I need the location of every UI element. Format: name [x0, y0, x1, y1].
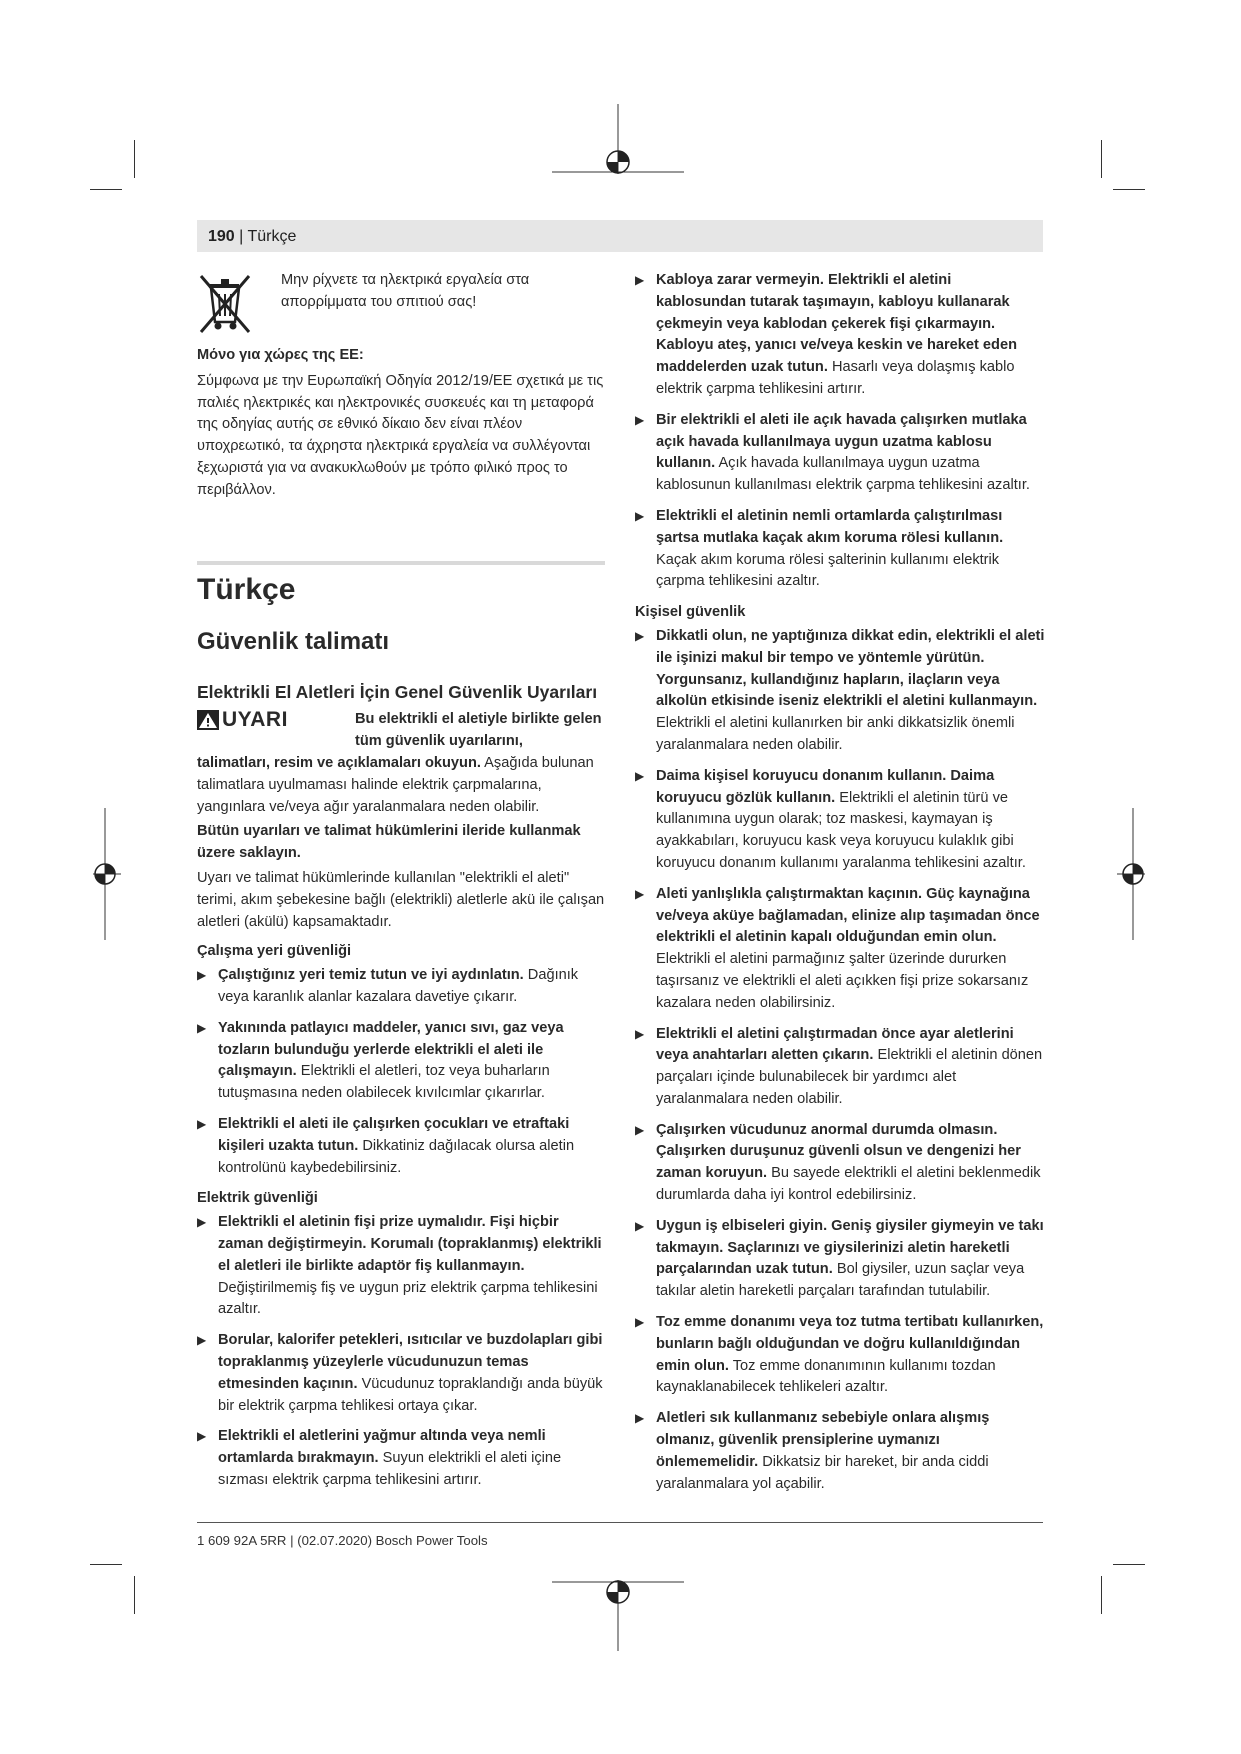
warning-lead: Bu elektrikli el aletiyle birlikte gelen tüm güvenlik uyarılarını, [355, 711, 602, 749]
list-item [635, 506, 1045, 593]
item-text: Elektrikli el aletleri, toz veya buharların tutuşmasına neden olabilecek kıvılcımlar çıkarırlar. [218, 1063, 550, 1102]
bullet-arrow-icon: ▶ [635, 628, 645, 643]
bullet-arrow-icon: ▶ [197, 1429, 207, 1444]
language-title: Türkçe [197, 573, 296, 606]
crop-mark [1113, 1564, 1145, 1565]
electrical-title: Elektrik güvenliği [197, 1190, 318, 1207]
registration-mark-icon [552, 1557, 684, 1651]
list-item [635, 1408, 1045, 1495]
keep-instructions: Bütün uyarıları ve talimat hükümlerini ileride kullanmak üzere saklayın. [197, 823, 581, 862]
item-text: Vücudunuz topraklandığı anda büyük bir elektrik çarpma tehlikesi ortaya çıkar. [218, 1375, 603, 1414]
list-item [197, 1114, 605, 1179]
header-separator: | [239, 228, 244, 245]
item-bold: Elektrikli el aletinin nemli ortamlarda çalıştırılması şartsa mutlaka kaçak akım koruma rölesi kullanın. [656, 507, 1004, 546]
item-bold: Aletleri sık kullanmanız sebebiyle onlara alışmış olmanız, güvenlik prensiplerine uymanızı önlememelidir. [656, 1410, 990, 1470]
section-divider [197, 561, 605, 565]
item-text: Bu sayede elektrikli el aletini beklenmedik durumlarda daha iyi kontrol edebilirsiniz. [656, 1165, 1041, 1204]
registration-mark-icon [552, 104, 684, 198]
personal-title: Kişisel güvenlik [635, 604, 746, 621]
item-bold: Bir elektrikli el aleti ile açık havada çalışırken mutlaka açık havada kullanılmaya uygun uzatma kablosu kullanın. [656, 411, 1027, 472]
eu-disposal-notice [197, 345, 605, 502]
page-header [208, 228, 296, 246]
bullet-arrow-icon: ▶ [197, 1020, 207, 1035]
item-bold: Yakınında patlayıcı maddeler, yanıcı sıvı, gaz veya tozların bulunduğu yerlerde elektrikli el aleti ile çalışmayın. [218, 1019, 564, 1080]
page-number: 190 [208, 228, 235, 245]
bullet-arrow-icon: ▶ [197, 1116, 207, 1131]
item-text: Kaçak akım koruma rölesi şalterinin kullanımı elektrik çarpma tehlikesini azaltır. [656, 551, 1000, 590]
bullet-arrow-icon: ▶ [635, 273, 645, 287]
list-item [635, 410, 1045, 497]
registration-mark-icon [93, 808, 121, 940]
work-area-title: Çalışma yeri güvenliği [197, 943, 352, 960]
item-bold: Elektrikli el aletlerini yağmur altında veya nemli ortamlarda bırakmayın. [218, 1428, 546, 1467]
general-warnings-title: Elektrikli El Aletleri İçin Genel Güvenlik Uyarıları [197, 682, 598, 702]
item-text: Hasarlı veya dolaşmış kablo elektrik çarpma tehlikesini artırır. [656, 359, 1015, 397]
crop-mark [90, 1564, 122, 1565]
bullet-arrow-icon: ▶ [635, 1026, 645, 1041]
list-item [197, 1212, 605, 1321]
page-header-bar [197, 220, 1043, 252]
crop-mark [1113, 189, 1145, 190]
bullet-arrow-icon: ▶ [197, 1215, 207, 1230]
right-column [635, 270, 1045, 1504]
warning-bold-cont: talimatları, resim ve açıklamaları okuyun. [197, 755, 481, 771]
crop-mark [134, 140, 135, 178]
item-text: Değiştirilmemiş fiş ve uygun priz elektrik çarpma tehlikesini azaltır. [218, 1279, 598, 1318]
list-item [635, 1312, 1045, 1399]
header-section: Türkçe [247, 228, 297, 245]
item-bold: Dikkatli olun, ne yaptığınıza dikkat edin, elektrikli el aleti ile işinizi makul bir tempo ve yöntemle yürütün. Yorgunsanız, kullandığınız hapların, ilaçların veya alkolün etkisinde iseniz elektrikli el aletini kullanmayın. [656, 627, 1045, 710]
bullet-arrow-icon: ▶ [197, 968, 207, 983]
bullet-arrow-icon: ▶ [635, 1122, 645, 1137]
crop-mark [1101, 1576, 1102, 1614]
warning-triangle-icon [197, 710, 219, 730]
list-item [635, 1216, 1045, 1303]
list-item [197, 1330, 605, 1417]
item-text: Elektrikli el aletini kullanırken bir anki dikkatsizlik önemli yaralanmalara neden olabilir. [656, 715, 1015, 753]
eu-heading: Μόνο για χώρες της ΕΕ: [197, 347, 364, 363]
item-text: Elektrikli el aletinin türü ve kullanımına uygun olarak; toz maskesi, kaymayan iş ayakkabıları, koruyucu kask veya koruyucu kulaklık gibi koruyucu donanım kullanımı yaralanma tehlikesini azaltır. [656, 789, 1026, 871]
bullet-arrow-icon: ▶ [635, 412, 645, 427]
item-bold: Elektrikli el aleti ile çalışırken çocukları ve etraftaki kişileri uzakta tutun. [218, 1115, 570, 1154]
page-footer: 1 609 92A 5RR | (02.07.2020) Bosch Power Tools [197, 1533, 488, 1548]
item-bold: Elektrikli el aletinin fişi prize uymalıdır. Fişi hiçbir zaman değiştirmeyin. Korumalı (topraklanmış) elektrikli el aletleri ile birlikte adaptör fiş kullanmayın. [218, 1214, 602, 1274]
item-text: Açık havada kullanılmaya uygun uzatma kablosunun kullanılması elektrik çarpma tehlikesini azaltır. [656, 455, 1030, 494]
list-item [197, 965, 605, 1009]
registration-mark-icon [1117, 808, 1145, 940]
item-bold: Uygun iş elbiseleri giyin. Geniş giysiler giymeyin ve takı takmayın. Saçlarınızı ve giysilerinizi aletin hareketli parçalarından uzak tutun. [656, 1217, 1044, 1278]
list-item [197, 1018, 605, 1105]
bullet-arrow-icon: ▶ [635, 768, 645, 783]
item-bold: Borular, kalorifer petekleri, ısıtıcılar ve buzdolapları gibi topraklanmış yüzeylerle vücudunuzun temas etmesinden kaçının. [218, 1332, 603, 1392]
safety-title: Güvenlik talimatı [197, 628, 390, 655]
crop-mark [1101, 140, 1102, 178]
list-item [635, 884, 1045, 1015]
item-bold: Çalıştığınız yeri temiz tutun ve iyi aydınlatın. [218, 967, 524, 984]
list-item [635, 766, 1045, 875]
warning-badge [197, 709, 288, 731]
bullet-arrow-icon: ▶ [635, 508, 645, 523]
tool-definition: Uyarı ve talimat hükümlerinde kullanılan "elektrikli el aleti" terimi, akım şebekesine bağlı (elektrikli) aletlerle akü ile çalışan aletleri (akülü) kapsamaktadır. [197, 869, 605, 930]
bullet-arrow-icon: ▶ [635, 886, 645, 901]
warning-label: UYARI [222, 708, 288, 731]
item-text: Dağınık veya karanlık alanlar kazalara davetiye çıkarır. [218, 967, 579, 1005]
bullet-arrow-icon: ▶ [635, 1411, 645, 1426]
bullet-arrow-icon: ▶ [635, 1218, 645, 1233]
item-text: Elektrikli el aletini parmağınız şalter üzerinde dururken taşırsanız ve elektrikli el aleti açıkken fişi prize sokarsanız kazalara neden olabilirsiniz. [656, 951, 1029, 1011]
item-text: Elektrikli el aletinin dönen parçaları içinde bulunabilecek bir yardımcı alet yaralanmalara neden olabilir. [656, 1047, 1043, 1107]
list-item [635, 1120, 1045, 1207]
item-bold: Daima kişisel koruyucu donanım kullanın. Daima koruyucu gözlük kullanın. [656, 767, 995, 806]
item-text: Toz emme donanımının kullanımı tozdan kaynaklanabilecek tehlikeleri azaltır. [656, 1357, 996, 1396]
list-item [635, 626, 1045, 757]
item-bold: Toz emme donanımı veya toz tutma tertibatı kullanırken, bunların bağlı olduğundan ve doğru kullanıldığından emin olun. [656, 1314, 1044, 1374]
item-bold: Çalışırken vücudunuz anormal durumda olmasın. Çalışırken duruşunuz güvenli olsun ve dengenizi her zaman koruyun. [656, 1121, 1021, 1182]
warning-normal: Aşağıda bulunan talimatlara uyulmaması halinde elektrik çarpmalarına, yangınlara ve/veya ağır yaralanmalara neden olabilir. [197, 755, 594, 815]
list-item [635, 270, 1045, 401]
list-item [197, 1426, 605, 1491]
item-text: Dikkatsiz bir hareket, bir anda ciddi yaralanmalara yol açabilir. [656, 1453, 989, 1492]
item-bold: Elektrikli el aletini çalıştırmadan önce ayar aletlerini veya anahtarları aletten çıkarın. [656, 1025, 1014, 1064]
weee-text: Μην ρίχνετε τα ηλεκτρικά εργαλεία στα απορρίμματα του σπιτιού σας! [281, 272, 530, 310]
bullet-arrow-icon: ▶ [635, 1315, 645, 1330]
item-text: Dikkatiniz dağılacak olursa aletin kontrolünü kaybedebilirsiniz. [218, 1137, 575, 1176]
item-bold: Aleti yanlışlıkla çalıştırmaktan kaçının. Güç kaynağına ve/veya aküye bağlamadan, elinize alıp taşımadan önce elektrikli el aletinin kapalı olduğundan emin olun. [656, 885, 1040, 946]
item-text: Suyun elektrikli el aleti içine sızması elektrik çarpma tehlikesini artırır. [218, 1450, 562, 1488]
warning-body [197, 753, 605, 1501]
crop-mark [90, 189, 122, 190]
crop-mark [134, 1576, 135, 1614]
list-item [635, 1024, 1045, 1111]
item-bold: Kabloya zarar vermeyin. Elektrikli el aletini kablosundan tutarak taşımayın, kabloyu kullanarak çekmeyin veya kablodan çekerek fişi çıkarmayın. Kabloyu ateş, yanıcı ve/veya keskin ve hareket eden maddelerden uzak tutun. [656, 272, 1017, 376]
eu-body: Σύμφωνα με την Ευρωπαϊκή Οδηγία 2012/19/ΕΕ σχετικά με τις παλιές ηλεκτρικές και ηλεκτρονικές συσκευές και τη μεταφορά της οδηγίας αυτής σε εθνικό δίκαιο δεν είναι πλέον υποχρεωτικό, τα άχρηστα ηλεκτρικά εργαλεία να συλλέγονται ξεχωριστά για να ανακυκλωθούν με τρόπο φιλικό προς το περιβάλλον. [197, 372, 604, 498]
bullet-arrow-icon: ▶ [197, 1333, 207, 1348]
item-text: Bol giysiler, uzun saçlar veya takılar aletin hareketli parçaları tarafından tutulabilir. [656, 1261, 1025, 1300]
footer-divider [197, 1522, 1043, 1523]
crossed-out-wheelie-bin-icon [197, 270, 255, 334]
